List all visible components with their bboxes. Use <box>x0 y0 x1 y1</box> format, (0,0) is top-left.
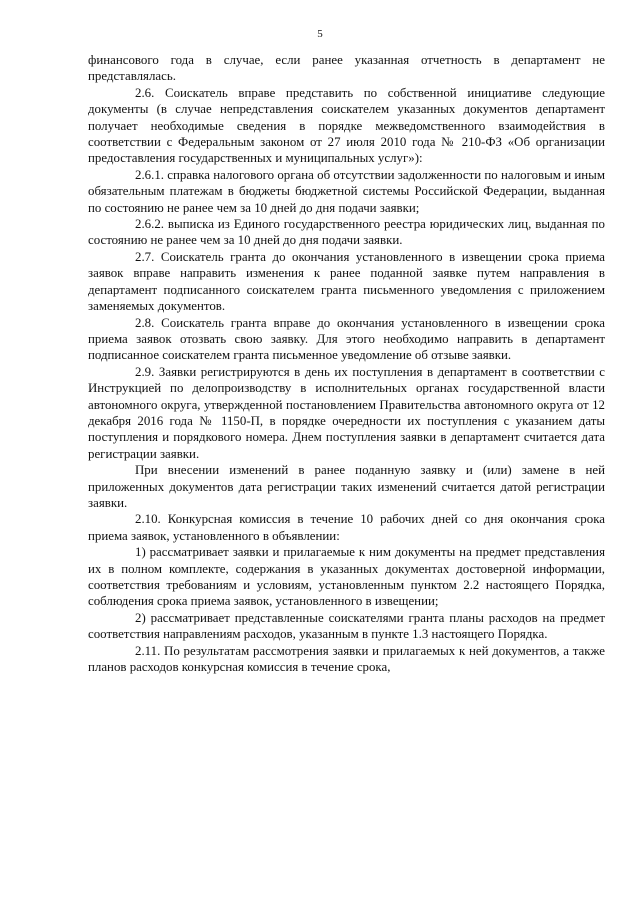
page-number: 5 <box>317 28 323 40</box>
paragraph-2-10-item-1: 1) рассматривает заявки и прилагаемые к ним документы на предмет представления их в полном комплекте, содержания в указанных документах достоверной информации, соответствия требованиям и условиям, установленным пунктом 2.2 настоящего Порядка, соблюдения срока приема заявок, установленного в извещении; <box>88 545 605 609</box>
paragraph-2-6-2: 2.6.2. выписка из Единого государственного реестра юридических лиц, выданная по состоянию не ранее чем за 10 дней до дня подачи заявки. <box>88 217 605 248</box>
paragraph-2-8: 2.8. Соискатель гранта вправе до окончания установленного в извещении срока приема заявок отозвать свою заявку. Для этого необходимо направить в департамент подписанное соискателем гранта письменное уведомление об отзыве заявки. <box>88 315 605 363</box>
paragraph-2-11: 2.11. По результатам рассмотрения заявки и прилагаемых к ней документов, а также планов расходов конкурсная комиссия в течение срока, <box>88 643 605 675</box>
document-body <box>88 52 605 675</box>
paragraph-2-9: 2.9. Заявки регистрируются в день их поступления в департамент в соответствии с Инструкцией по делопроизводству в исполнительных органах государственной власти автономного округа, утвержденной постановлением Правительства автономного округа от 12 декабря 2016 года № 1150-П, в порядке очередности их поступления с указанием даты поступления и порядкового номера. Днем поступления заявки в департамент считается дата регистрации заявки. <box>88 364 605 461</box>
paragraph-2-9-amendment: При внесении изменений в ранее поданную заявку и (или) замене в ней приложенных документов дата регистрации таких изменений считается датой регистрации заявки. <box>88 463 605 510</box>
paragraph-continuation: финансового года в случае, если ранее указанная отчетность в департамент не представлялась. <box>88 53 605 84</box>
paragraph-2-7: 2.7. Соискатель гранта до окончания установленного в извещении срока приема заявок вправе направить изменения к ранее поданной заявке путем направления в департамент подписанного соискателем гранта письменного уведомления с приложением заменяемых документов. <box>88 249 605 314</box>
paragraph-2-6: 2.6. Соискатель вправе представить по собственной инициативе следующие документы (в случае непредставления соискателем указанных документов департамент получает необходимые сведения в порядке межведомственного взаимодействия в соответствии с Федеральным законом от 27 июля 2010 года № 210-ФЗ «Об организации предоставления государственных и муниципальных услуг»): <box>88 85 605 166</box>
paragraph-2-6-1: 2.6.1. справка налогового органа об отсутствии задолженности по налоговым и иным обязательным платежам в бюджеты бюджетной системы Российской Федерации, выданная по состоянию не ранее чем за 10 дней до дня подачи заявки; <box>88 167 605 215</box>
paragraph-2-10-item-2: 2) рассматривает представленные соискателями гранта планы расходов на предмет соответствия направлениям расходов, указанным в пункте 1.3 настоящего Порядка. <box>88 610 605 642</box>
paragraph-2-10: 2.10. Конкурсная комиссия в течение 10 рабочих дней со дня окончания срока приема заявок, установленного в объявлении: <box>88 512 605 543</box>
